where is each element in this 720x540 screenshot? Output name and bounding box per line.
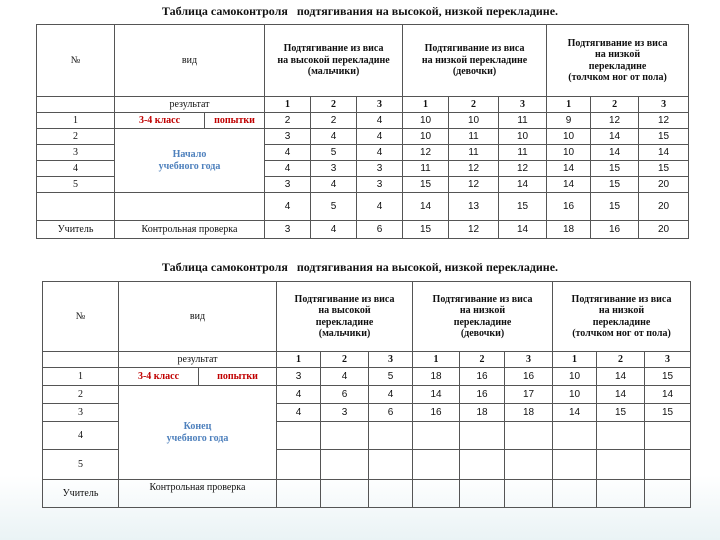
group-header-line: (мальчики): [307, 66, 360, 78]
result-cell[interactable]: 18: [505, 404, 553, 422]
group-header-2: [403, 25, 547, 97]
class-label: 3-4 класс: [119, 368, 199, 386]
attempt-number: 3: [645, 352, 691, 368]
result-cell[interactable]: 10: [547, 145, 591, 161]
result-cell[interactable]: 14: [645, 386, 691, 404]
header-number: №: [43, 282, 119, 352]
class-label: 3-4 класс: [115, 113, 205, 129]
result-cell[interactable]: 4: [265, 193, 311, 221]
result-cell[interactable]: 15: [597, 404, 645, 422]
teacher-cell[interactable]: [597, 480, 645, 508]
result-cell[interactable]: 5: [311, 193, 357, 221]
result-cell[interactable]: 4: [357, 145, 403, 161]
result-cell[interactable]: 10: [499, 129, 547, 145]
result-cell[interactable]: 14: [403, 193, 449, 221]
group-header-line: (мальчики): [318, 328, 371, 339]
result-cell[interactable]: 14: [547, 161, 591, 177]
group-header-line: на низкой: [594, 49, 641, 60]
period-label: [119, 386, 277, 480]
result-cell[interactable]: 17: [505, 386, 553, 404]
table2-title: Таблица самоконтроля подтягивания на высокой, низкой перекладине.: [161, 260, 559, 274]
teacher-cell[interactable]: [369, 480, 413, 508]
result-cell[interactable]: 20: [639, 177, 689, 193]
attempt-number: 1: [553, 352, 597, 368]
result-cell[interactable]: 12: [591, 113, 639, 129]
group-header-line: на высокой: [318, 305, 371, 316]
result-cell[interactable]: 14: [639, 145, 689, 161]
group-header-line: перекладине: [588, 60, 647, 72]
attempts-label: попытки: [199, 368, 277, 386]
result-cell[interactable]: 16: [413, 404, 460, 422]
result-cell[interactable]: 10: [553, 368, 597, 386]
result-cell[interactable]: 16: [460, 386, 505, 404]
teacher-cell[interactable]: [413, 480, 460, 508]
teacher-cell[interactable]: 4: [311, 221, 357, 239]
result-cell[interactable]: 15: [645, 404, 691, 422]
result-cell[interactable]: 12: [449, 177, 499, 193]
result-cell[interactable]: [369, 450, 413, 480]
result-cell[interactable]: 4: [277, 386, 321, 404]
teacher-cell[interactable]: 12: [449, 221, 499, 239]
teacher-cell[interactable]: 6: [357, 221, 403, 239]
group-header-line: Подтягивание из виса: [424, 43, 525, 55]
result-cell[interactable]: [277, 422, 321, 450]
attempt-number: 3: [499, 97, 547, 113]
result-cell[interactable]: 13: [449, 193, 499, 221]
teacher-cell[interactable]: 20: [639, 221, 689, 239]
result-cell[interactable]: 10: [553, 386, 597, 404]
result-cell[interactable]: [413, 450, 460, 480]
group-header-line: перекладине: [453, 316, 512, 328]
result-cell[interactable]: 4: [357, 113, 403, 129]
teacher-cell[interactable]: 3: [265, 221, 311, 239]
result-cell[interactable]: 3: [357, 177, 403, 193]
result-cell[interactable]: 14: [413, 386, 460, 404]
group-header-1: [277, 282, 413, 352]
table2: [42, 281, 691, 508]
group-header-line: (девочки): [460, 328, 505, 339]
result-cell[interactable]: 15: [499, 193, 547, 221]
result-cell[interactable]: 4: [357, 193, 403, 221]
result-cell[interactable]: 10: [403, 113, 449, 129]
attempt-number: 2: [460, 352, 505, 368]
group-header-1: [265, 25, 403, 97]
result-cell[interactable]: 15: [645, 368, 691, 386]
result-cell[interactable]: [277, 450, 321, 480]
result-cell[interactable]: 11: [449, 129, 499, 145]
attempt-number: 1: [265, 97, 311, 113]
result-cell[interactable]: 14: [591, 145, 639, 161]
result-cell[interactable]: 12: [403, 145, 449, 161]
result-cell[interactable]: [645, 422, 691, 450]
row-label: 5: [43, 450, 119, 480]
teacher-cell[interactable]: [321, 480, 369, 508]
result-cell[interactable]: [369, 422, 413, 450]
attempt-number: 2: [311, 97, 357, 113]
period-line: учебного года: [158, 160, 221, 172]
result-cell[interactable]: 10: [449, 113, 499, 129]
teacher-label: Учитель: [37, 221, 115, 239]
attempt-number: 3: [369, 352, 413, 368]
row-label: 1: [37, 113, 115, 129]
result-cell[interactable]: 4: [311, 177, 357, 193]
result-cell[interactable]: 16: [505, 368, 553, 386]
result-cell[interactable]: 4: [357, 129, 403, 145]
group-header-line: (девочки): [452, 66, 497, 78]
result-cell[interactable]: 4: [369, 386, 413, 404]
result-cell[interactable]: 18: [413, 368, 460, 386]
result-cell[interactable]: 14: [553, 404, 597, 422]
group-header-line: Подтягивание из виса: [571, 293, 672, 305]
control-label: Контрольная проверка: [115, 221, 265, 239]
attempt-number: 2: [597, 352, 645, 368]
result-cell[interactable]: 4: [277, 404, 321, 422]
result-cell[interactable]: 15: [591, 177, 639, 193]
teacher-cell[interactable]: [505, 480, 553, 508]
row-label: 4: [37, 161, 115, 177]
attempt-number: 1: [403, 97, 449, 113]
attempt-number: 1: [547, 97, 591, 113]
result-cell[interactable]: 14: [597, 386, 645, 404]
teacher-cell[interactable]: 16: [591, 221, 639, 239]
attempt-number: 1: [277, 352, 321, 368]
result-cell[interactable]: 6: [321, 386, 369, 404]
group-header-line: на низкой: [459, 305, 506, 316]
row-label: 2: [43, 386, 119, 404]
result-cell[interactable]: 10: [547, 129, 591, 145]
result-cell[interactable]: [413, 422, 460, 450]
row-label: 3: [43, 404, 119, 422]
teacher-cell[interactable]: [277, 480, 321, 508]
header-vid: вид: [115, 25, 265, 97]
attempt-number: 2: [321, 352, 369, 368]
attempt-number: 2: [591, 97, 639, 113]
teacher-cell[interactable]: 14: [499, 221, 547, 239]
result-cell[interactable]: 2: [311, 113, 357, 129]
group-header-line: на высокой перекладине: [277, 54, 390, 66]
period-line: Начало: [172, 149, 207, 160]
group-header-line: Подтягивание из виса: [432, 293, 533, 305]
result-cell[interactable]: [597, 422, 645, 450]
group-header-line: на низкой: [598, 305, 645, 316]
group-header-line: (толчком ног от пола): [572, 328, 671, 339]
result-cell[interactable]: 5: [311, 145, 357, 161]
result-cell[interactable]: 4: [311, 129, 357, 145]
result-cell[interactable]: [505, 450, 553, 480]
teacher-label: Учитель: [43, 480, 119, 508]
result-cell[interactable]: 16: [547, 193, 591, 221]
group-header-2: [413, 282, 553, 352]
result-cell[interactable]: 6: [369, 404, 413, 422]
result-cell[interactable]: [321, 450, 369, 480]
group-header-line: Подтягивание из виса: [283, 43, 384, 55]
result-cell[interactable]: 11: [499, 113, 547, 129]
result-cell[interactable]: 15: [639, 161, 689, 177]
result-cell[interactable]: 4: [321, 368, 369, 386]
result-cell[interactable]: 15: [639, 129, 689, 145]
result-cell[interactable]: [505, 422, 553, 450]
result-cell[interactable]: 3: [321, 404, 369, 422]
result-label: результат: [119, 352, 277, 368]
result-cell[interactable]: 20: [639, 193, 689, 221]
group-header-3: [547, 25, 689, 97]
period-label: [115, 129, 265, 193]
result-cell[interactable]: 11: [403, 161, 449, 177]
row-label: 2: [37, 129, 115, 145]
teacher-cell[interactable]: [460, 480, 505, 508]
result-cell[interactable]: 14: [499, 177, 547, 193]
result-cell[interactable]: 11: [449, 145, 499, 161]
group-header-line: перекладине: [592, 316, 651, 328]
result-cell[interactable]: [553, 450, 597, 480]
teacher-cell[interactable]: [645, 480, 691, 508]
attempt-number: 3: [505, 352, 553, 368]
result-cell[interactable]: [645, 450, 691, 480]
period-line: учебного года: [166, 432, 229, 444]
teacher-cell[interactable]: 15: [403, 221, 449, 239]
result-cell[interactable]: 14: [597, 368, 645, 386]
attempts-label: попытки: [205, 113, 265, 129]
table1: [36, 24, 689, 239]
result-cell[interactable]: [460, 422, 505, 450]
table1-title: Таблица самоконтроля подтягивания на высокой, низкой перекладине.: [161, 4, 559, 18]
result-cell[interactable]: 3: [265, 177, 311, 193]
row-label: [37, 193, 115, 221]
attempt-number: 1: [413, 352, 460, 368]
row-label: 5: [37, 177, 115, 193]
row-label: 1: [43, 368, 119, 386]
result-label: результат: [115, 97, 265, 113]
result-cell[interactable]: 5: [369, 368, 413, 386]
period-line: Конец: [183, 421, 212, 432]
group-header-line: на низкой перекладине: [421, 54, 528, 66]
teacher-cell[interactable]: [553, 480, 597, 508]
teacher-cell[interactable]: 18: [547, 221, 591, 239]
attempt-number: 3: [639, 97, 689, 113]
result-cell[interactable]: 3: [357, 161, 403, 177]
control-label: Контрольная проверка: [119, 480, 277, 508]
result-cell[interactable]: 4: [265, 161, 311, 177]
result-cell[interactable]: 3: [265, 129, 311, 145]
group-header-line: перекладине: [315, 316, 374, 328]
result-cell[interactable]: [460, 450, 505, 480]
row-label: 4: [43, 422, 119, 450]
group-header-line: Подтягивание из виса: [567, 37, 668, 49]
result-cell[interactable]: 12: [499, 161, 547, 177]
result-cell[interactable]: 16: [460, 368, 505, 386]
result-cell[interactable]: [553, 422, 597, 450]
result-cell[interactable]: 18: [460, 404, 505, 422]
result-cell[interactable]: 12: [639, 113, 689, 129]
row-label: 3: [37, 145, 115, 161]
attempt-number: 2: [449, 97, 499, 113]
group-header-3: [553, 282, 691, 352]
result-cell[interactable]: 15: [403, 177, 449, 193]
result-cell[interactable]: 10: [403, 129, 449, 145]
result-cell[interactable]: [321, 422, 369, 450]
result-cell[interactable]: 14: [591, 129, 639, 145]
result-cell[interactable]: 15: [591, 161, 639, 177]
result-cell[interactable]: 3: [277, 368, 321, 386]
result-cell[interactable]: 15: [591, 193, 639, 221]
header-number: №: [37, 25, 115, 97]
result-cell[interactable]: 4: [265, 145, 311, 161]
result-cell[interactable]: 11: [499, 145, 547, 161]
result-cell[interactable]: 2: [265, 113, 311, 129]
result-cell[interactable]: 3: [311, 161, 357, 177]
header-vid: вид: [119, 282, 277, 352]
result-cell[interactable]: 12: [449, 161, 499, 177]
group-header-line: (толчком ног от пола): [568, 72, 667, 83]
result-cell[interactable]: 14: [547, 177, 591, 193]
result-cell[interactable]: [597, 450, 645, 480]
group-header-line: Подтягивание из виса: [294, 293, 395, 305]
attempt-number: 3: [357, 97, 403, 113]
result-cell[interactable]: 9: [547, 113, 591, 129]
